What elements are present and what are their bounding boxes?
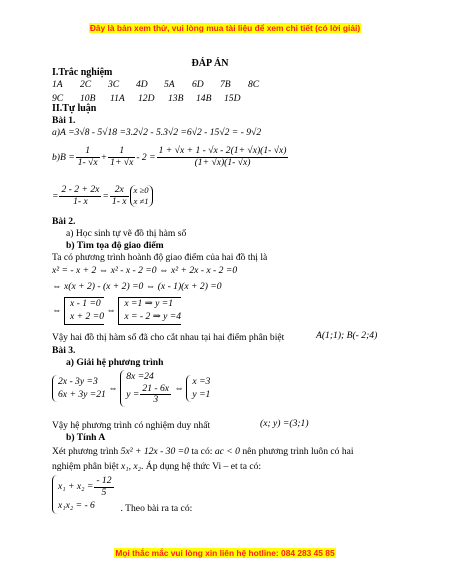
text: nghiệm phân biệt [52, 461, 119, 472]
answer-item: 12D [138, 93, 155, 104]
condition-2: x ≠1 [133, 196, 149, 207]
bai3-heading: Bài 3. [52, 345, 76, 356]
fraction: $\frac{1 + √x + 1 - √x - 2(1+ √x)(1- √x)}{(1+ √x)(1- √x)}$ [158, 145, 287, 168]
bai3-solution: (x; y) =(3;1) [260, 418, 309, 429]
bai2-points: A(1;1); B(- 2;4) [316, 330, 378, 341]
answer-item: 5A [164, 79, 175, 90]
bai1a-solution: a)A =3√8 - 5√18 =3.2√2 - 5.3√2 =6√2 - 15√2 = - 9√2 [52, 127, 262, 138]
bai2-heading: Bài 2. [52, 216, 76, 227]
answer-item: 4D [136, 79, 148, 90]
system-line: x + 2 =0 [70, 310, 104, 322]
equation: 5x² + 12x - 30 =0 [120, 446, 189, 457]
system-line: x = - 2 ⇒ y =4 [124, 310, 182, 322]
text: Xét phương trình [52, 446, 119, 457]
answer-item: 6D [192, 79, 204, 90]
answer-item: 9C [52, 93, 64, 104]
bai2-equation-1: x² = - x + 2 ⇔ x² - x - 2 =0 ⇔ x² + 2x - x - 2 =0 [52, 265, 238, 276]
bai3b-line-2 [52, 461, 261, 472]
bottom-banner-text: Mọi thắc mắc vui lòng xin liên hệ hotline: 084 283 45 85 [115, 548, 335, 558]
bai2-system: ⇔ x - 1 =0 x + 2 =0 ⇔ x =1 ⇒ y =1 x = - 2 ⇒ y =4 [52, 297, 181, 325]
bai2a-text: a) Học sinh tự vẽ đồ thị hàm số [66, 228, 187, 239]
answer-item: 14B [196, 93, 212, 104]
section-essay: II.Tự luận [52, 103, 97, 114]
condition-1: x ≥0 [133, 185, 149, 195]
system-line: y = [126, 388, 140, 400]
fraction-numerator: 21 - 6x [142, 382, 170, 394]
fraction-denominator: 3 [153, 394, 159, 406]
text: . Áp dụng hệ thức Vi – et ta có: [141, 461, 262, 472]
bai2-intro: Ta có phương trình hoành độ giao điểm của hai đồ thị là [52, 252, 268, 263]
text: . Theo bài ra ta có: [120, 503, 193, 515]
system-line: x =3 [192, 375, 211, 387]
answer-item: 8C [248, 79, 260, 90]
bai2-equation-2: ⇔ x(x + 2) - (x + 2) =0 ⇔ (x - 1)(x + 2) =0 [52, 281, 222, 292]
fraction: $\frac{2x}{1- x}$ [111, 184, 127, 207]
section-multiple-choice: I.Trắc nghiệm [52, 67, 113, 78]
fraction: $\frac{1}{1- √x}$ [77, 145, 98, 168]
top-banner [0, 23, 450, 33]
fraction [140, 384, 171, 406]
fraction: $\frac{2 - 2 + 2x}{1- x}$ [61, 184, 100, 207]
fraction-denominator: 5 [101, 486, 107, 498]
bai3-system: 2x - 3y =3 6x + 3y =21 ⇔ 8x =24 y = $\frac{21 - 6x}{3}$ ⇔ x =3 y =1 [52, 370, 210, 407]
text: nên phương trình luôn có hai [242, 446, 354, 457]
brace-system [52, 475, 115, 514]
answer-item: 7B [220, 79, 231, 90]
bai3-conclusion: Vậy hệ phương trình có nghiệm duy nhất [52, 420, 211, 431]
system-line: x₁ + x₂ = [58, 481, 94, 493]
answer-item: 3C [108, 79, 120, 90]
bai1b-result: = $\frac{2 - 2 + 2x}{1- x}$ = $\frac{2x}{1- x}$ x ≥0 x ≠1 [52, 185, 153, 207]
bracket-system [118, 297, 181, 325]
brace-system [186, 375, 210, 403]
text: ta có: [191, 446, 213, 457]
bai2b-heading: b) Tìm tọa độ giao điểm [66, 240, 164, 251]
brace-system [52, 375, 106, 403]
bai1b-solution: b)B = $\frac{1}{1- √x}$ + $\frac{1}{1+ √x}$ - 2 = $\frac{1 + √x + 1 - √x - 2(1+ √x)(1- √x)}{(1+ √x)(1- √x)}$ [52, 145, 287, 168]
system-line: 2x - 3y =3 [58, 375, 98, 387]
fraction-numerator: - 12 [96, 475, 112, 486]
system-line: x =1 ⇒ y =1 [124, 298, 174, 309]
answer-item: 15D [224, 93, 241, 104]
top-banner-text: Đây là bản xem thử, vui lòng mua tài liệu để xem chi tiết (có lời giải) [89, 23, 361, 33]
bai2-conclusion: Vậy hai đồ thị hàm số đã cho cắt nhau tại hai điểm phân biệt [52, 332, 285, 343]
bai3a-heading: a) Giải hệ phương trình [66, 357, 164, 368]
system-line: 6x + 3y =21 [58, 388, 106, 400]
system-line: y =1 [192, 388, 211, 400]
roots: x₁, x₂ [121, 461, 141, 472]
bai3b-line-1 [52, 446, 354, 457]
answer-item: 10B [80, 93, 96, 104]
bottom-banner [0, 548, 450, 558]
condition: ac < 0 [214, 446, 240, 457]
answer-item: 11A [110, 93, 125, 104]
bracket-system [64, 297, 104, 325]
bai3b-vieta [52, 475, 192, 514]
brace-system [120, 370, 172, 407]
bai1-heading: Bài 1. [52, 115, 76, 126]
answer-item: 2C [80, 79, 92, 90]
condition-paren [130, 185, 153, 207]
fraction: $\frac{1}{1+ √x}$ [110, 145, 134, 168]
answers-row-1 [52, 79, 276, 90]
answer-item: 1A [52, 79, 63, 90]
bai1b-label: b)B = [52, 151, 75, 163]
fraction [94, 476, 113, 498]
bai3b-heading: b) Tính A [66, 432, 106, 443]
system-line: x - 1 =0 [70, 298, 101, 309]
system-line: x₁x₂ = - 6 [58, 500, 95, 512]
system-line: 8x =24 [126, 371, 154, 382]
answer-item: 13B [168, 93, 184, 104]
page-title: ĐÁP ÁN [191, 58, 229, 69]
